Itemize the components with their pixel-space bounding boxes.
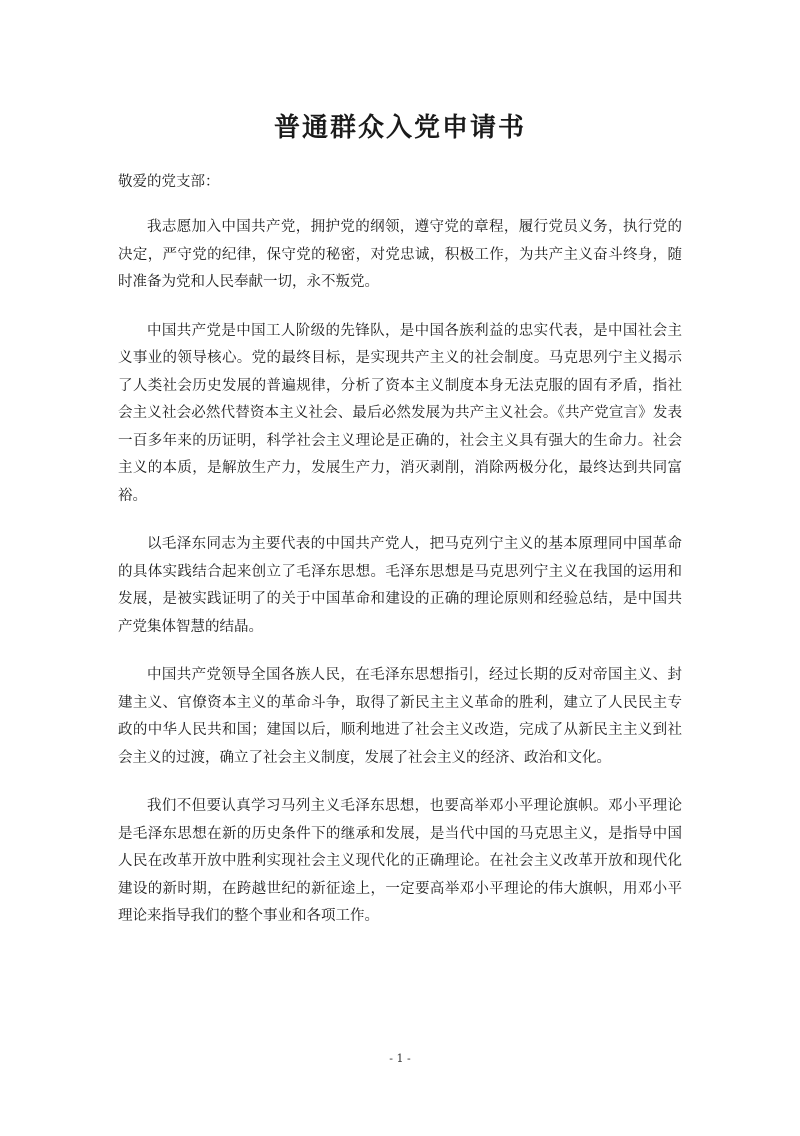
salutation: 敬爱的党支部： <box>118 174 220 190</box>
body-paragraphs <box>118 214 682 931</box>
document-title: 普通群众入党申请书 <box>273 113 526 143</box>
paragraph-5: 我们不但要认真学习马列主义毛泽东思想，也要高举邓小平理论旗帜。邓小平理论是毛泽东思想在新的历史条件下的继承和发展，是当代中国的马克思主义，是指导中国人民在改革开放中胜利实现社会主义现代化的正确理论。在社会主义改革开放和现代化建设的新时期，在跨越世纪的新征途上，一定要高举邓小平理论的伟大旗帜，用邓小平理论来指导我们的整个事业和各项工作。 <box>118 798 682 924</box>
paragraph-1: 我志愿加入中国共产党，拥护党的纲领，遵守党的章程，履行党员义务，执行党的决定，严守党的纪律，保守党的秘密，对党忠诚，积极工作，为共产主义奋斗终身，随时准备为党和人民奉献一切，永不叛党。 <box>118 219 682 290</box>
page-number: - 1 - <box>389 1052 411 1065</box>
paragraph-4: 中国共产党领导全国各族人民，在毛泽东思想指引，经过长期的反对帝国主义、封建主义、官僚资本主义的革命斗争，取得了新民主主义革命的胜利，建立了人民民主专政的中华人民共和国；建国以后，顺利地进了社会主义改造，完成了从新民主主义到社会主义的过渡，确立了社会主义制度，发展了社会主义的经济、政治和文化。 <box>118 667 682 766</box>
paragraph-3: 以毛泽东同志为主要代表的中国共产党人，把马克列宁主义的基本原理同中国革命的具体实践结合起来创立了毛泽东思想。毛泽东思想是马克思列宁主义在我国的运用和发展，是被实践证明了的关于中国革命和建设的正确的理论原则和经验总结，是中国共产党集体智慧的结晶。 <box>118 536 682 635</box>
paragraph-2: 中国共产党是中国工人阶级的先锋队，是中国各族利益的忠实代表，是中国社会主义事业的领导核心。党的最终目标，是实现共产主义的社会制度。马克思列宁主义揭示了人类社会历史发展的普遍规律，分析了资本主义制度本身无法克服的固有矛盾，指社会主义社会必然代替资本主义社会、最后必然发展为共产主义社会。《共产党宣言》发表一百多年来的历证明，科学社会主义理论是正确的，社会主义具有强大的生命力。社会主义的本质，是解放生产力，发展生产力，消灭剥削，消除两极分化，最终达到共同富裕。 <box>118 322 682 504</box>
